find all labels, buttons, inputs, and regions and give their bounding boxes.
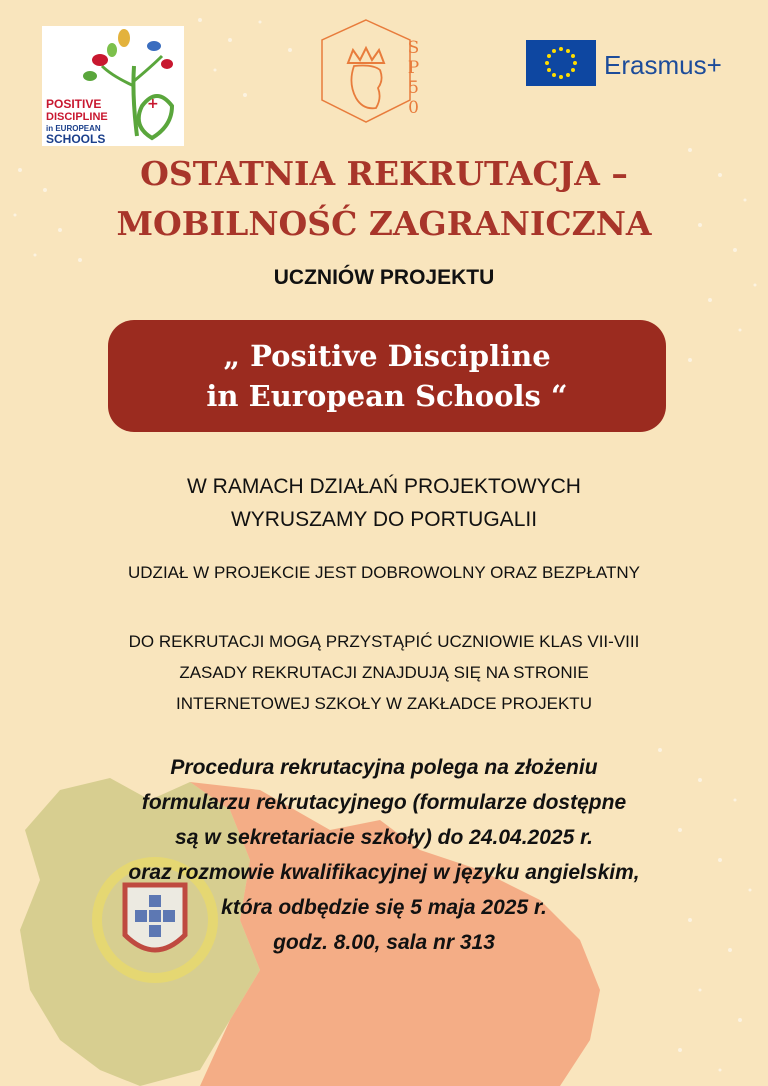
banner-line-2: in European Schools “ bbox=[206, 379, 568, 413]
voluntary-notice: UDZIAŁ W PROJEKCIE JEST DOBROWOLNY ORAZ BEZPŁATNY bbox=[128, 563, 640, 582]
school-sp50-logo bbox=[318, 18, 438, 128]
procedure-line: która odbędzie się 5 maja 2025 r. bbox=[221, 896, 547, 919]
pd-logo-line3: in EUROPEAN bbox=[46, 124, 101, 133]
title-line-1: OSTATNIA REKRUTACJA – bbox=[140, 154, 628, 193]
positive-discipline-logo bbox=[42, 26, 184, 146]
procedure-line: oraz rozmowie kwalifikacyjnej w języku angielskim, bbox=[128, 861, 640, 884]
intro-line-1: W RAMACH DZIAŁAŃ PROJEKTOWYCH bbox=[187, 475, 581, 498]
pd-logo-line1: POSITIVE bbox=[46, 97, 102, 111]
sp-letter-2: P bbox=[407, 58, 421, 78]
procedure bbox=[0, 750, 768, 960]
requirement-line: ZASADY REKRUTACJI ZNAJDUJĄ SIĘ NA STRONIE bbox=[179, 663, 589, 682]
svg-text:+: + bbox=[147, 96, 159, 112]
banner-line-1: „ Positive Discipline bbox=[223, 339, 551, 373]
intro-text bbox=[0, 470, 768, 536]
procedure-line: Procedura rekrutacyjna polega na złożeniu bbox=[170, 756, 598, 779]
requirements bbox=[0, 626, 768, 719]
sp-letter-4: 0 bbox=[408, 98, 420, 118]
title-line-2: MOBILNOŚĆ ZAGRANICZNA bbox=[116, 204, 652, 243]
eu-flag-icon bbox=[526, 40, 596, 86]
project-banner-text bbox=[108, 320, 666, 432]
sp-letter-3: 5 bbox=[408, 78, 420, 98]
pd-logo-line4: SCHOOLS bbox=[46, 132, 106, 146]
erasmus-logo bbox=[526, 40, 756, 88]
sp-letter-1: S bbox=[407, 38, 421, 58]
intro-line-2: WYRUSZAMY DO PORTUGALII bbox=[230, 508, 538, 531]
erasmus-label: Erasmus+ bbox=[604, 50, 722, 80]
procedure-line: godz. 8.00, sala nr 313 bbox=[273, 931, 495, 954]
procedure-line: są w sekretariacie szkoły) do 24.04.2025 r. bbox=[175, 826, 593, 849]
procedure-line: formularzu rekrutacyjnego (formularze dostępne bbox=[141, 791, 627, 814]
subtitle: UCZNIÓW PROJEKTU bbox=[273, 266, 495, 289]
requirement-line: INTERNETOWEJ SZKOŁY W ZAKŁADCE PROJEKTU bbox=[176, 694, 592, 713]
pd-logo-line2: DISCIPLINE bbox=[46, 111, 108, 123]
requirement-line: DO REKRUTACJI MOGĄ PRZYSTĄPIĆ UCZNIOWIE KLAS VII-VIII bbox=[128, 632, 640, 651]
